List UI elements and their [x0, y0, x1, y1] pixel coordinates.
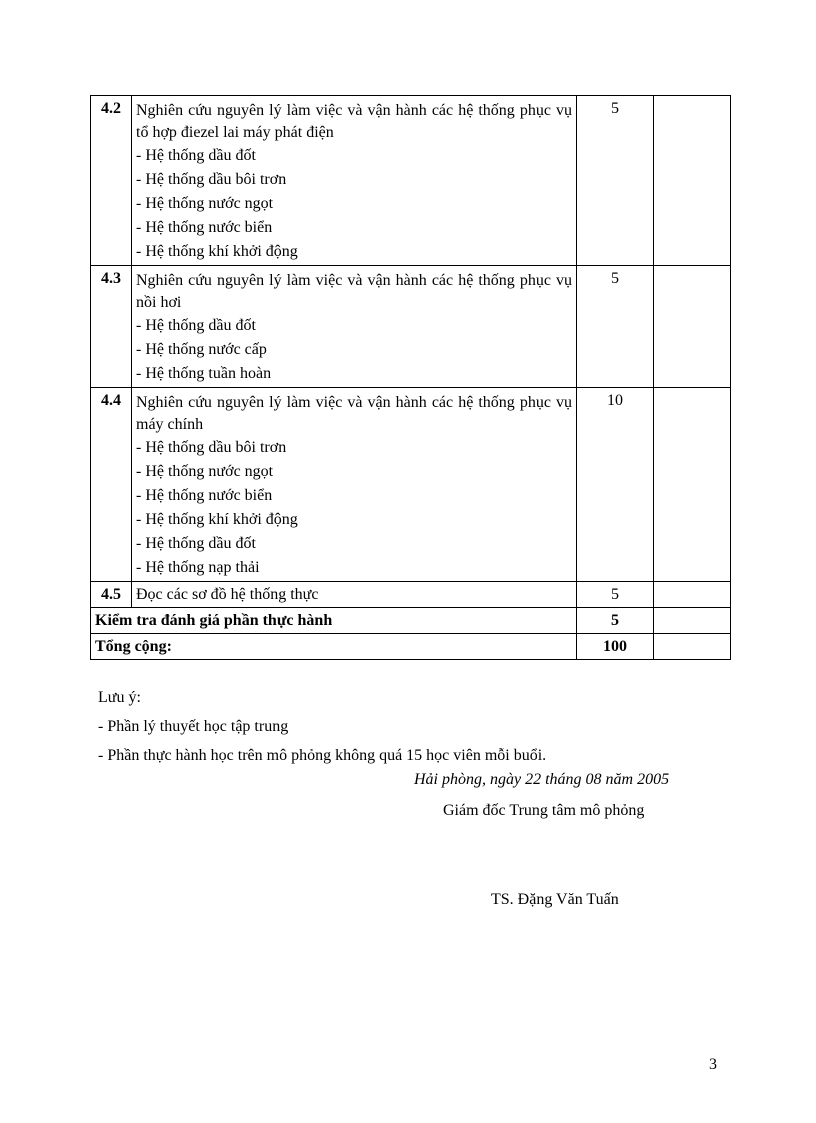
row-title: Nghiên cứu nguyên lý làm việc và vận hành các hệ thống phục vụ nồi hơi: [136, 272, 572, 311]
list-item: - Hệ thống nước ngọt: [136, 195, 274, 212]
table-row: [91, 96, 731, 266]
list-item: - Hệ thống nước biển: [136, 219, 273, 236]
list-item: - Hệ thống nạp thải: [136, 559, 260, 576]
row-title: Nghiên cứu nguyên lý làm việc và vận hành các hệ thống phục vụ máy chính: [136, 394, 572, 433]
row-title: Đọc các sơ đồ hệ thống thực: [132, 582, 577, 608]
row-blank-cell: [654, 96, 731, 266]
row-number: 4.4: [91, 388, 132, 582]
row-content: [132, 388, 577, 582]
row-blank-cell: [654, 388, 731, 582]
row-content: [132, 96, 577, 266]
date-line: Hải phòng, ngày 22 tháng 08 năm 2005: [414, 771, 670, 788]
exam-row: [91, 608, 731, 634]
row-hours: 5: [577, 266, 654, 388]
page-number: 3: [709, 1056, 717, 1073]
list-item: - Hệ thống dầu đốt: [136, 147, 256, 164]
list-item: - Hệ thống dầu bôi trơn: [136, 439, 287, 456]
row-number: 4.2: [91, 96, 132, 266]
row-blank-cell: [654, 582, 731, 608]
list-item: - Hệ thống nước ngọt: [136, 463, 274, 480]
list-item: - Hệ thống nước cấp: [136, 341, 267, 358]
row-blank-cell: [654, 634, 731, 660]
list-item: - Hệ thống dầu đốt: [136, 535, 256, 552]
row-number: 4.5: [91, 582, 132, 608]
table-row: [91, 388, 731, 582]
total-hours: 100: [577, 634, 654, 660]
row-hours: 10: [577, 388, 654, 582]
list-item: - Hệ thống tuần hoàn: [136, 365, 272, 382]
list-item: - Hệ thống nước biển: [136, 487, 273, 504]
row-content: [132, 266, 577, 388]
row-hours: 5: [577, 582, 654, 608]
exam-hours: 5: [577, 608, 654, 634]
row-number: 4.3: [91, 266, 132, 388]
list-item: - Hệ thống khí khởi động: [136, 511, 298, 528]
total-label: Tổng cộng:: [91, 634, 577, 660]
exam-label: Kiểm tra đánh giá phần thực hành: [91, 608, 577, 634]
note-line: - Phần thực hành học trên mô phỏng không quá 15 học viên mỗi buổi.: [98, 747, 547, 764]
list-item: - Hệ thống dầu bôi trơn: [136, 171, 287, 188]
signer-name: TS. Đặng Văn Tuấn: [491, 891, 619, 908]
notes-section: [98, 683, 738, 770]
note-line: - Phần lý thuyết học tập trung: [98, 718, 289, 735]
list-item: - Hệ thống dầu đốt: [136, 317, 256, 334]
signer-position: Giám đốc Trung tâm mô phỏng: [443, 802, 645, 819]
row-title: Nghiên cứu nguyên lý làm việc và vận hành các hệ thống phục vụ tổ hợp điezel lai máy phát điện: [136, 102, 572, 141]
row-blank-cell: [654, 266, 731, 388]
row-blank-cell: [654, 608, 731, 634]
training-plan-table: [90, 95, 731, 660]
table-row: [91, 582, 731, 608]
notes-heading: Lưu ý:: [98, 689, 141, 706]
total-row: [91, 634, 731, 660]
row-hours: 5: [577, 96, 654, 266]
list-item: - Hệ thống khí khởi động: [136, 243, 298, 260]
table-row: [91, 266, 731, 388]
